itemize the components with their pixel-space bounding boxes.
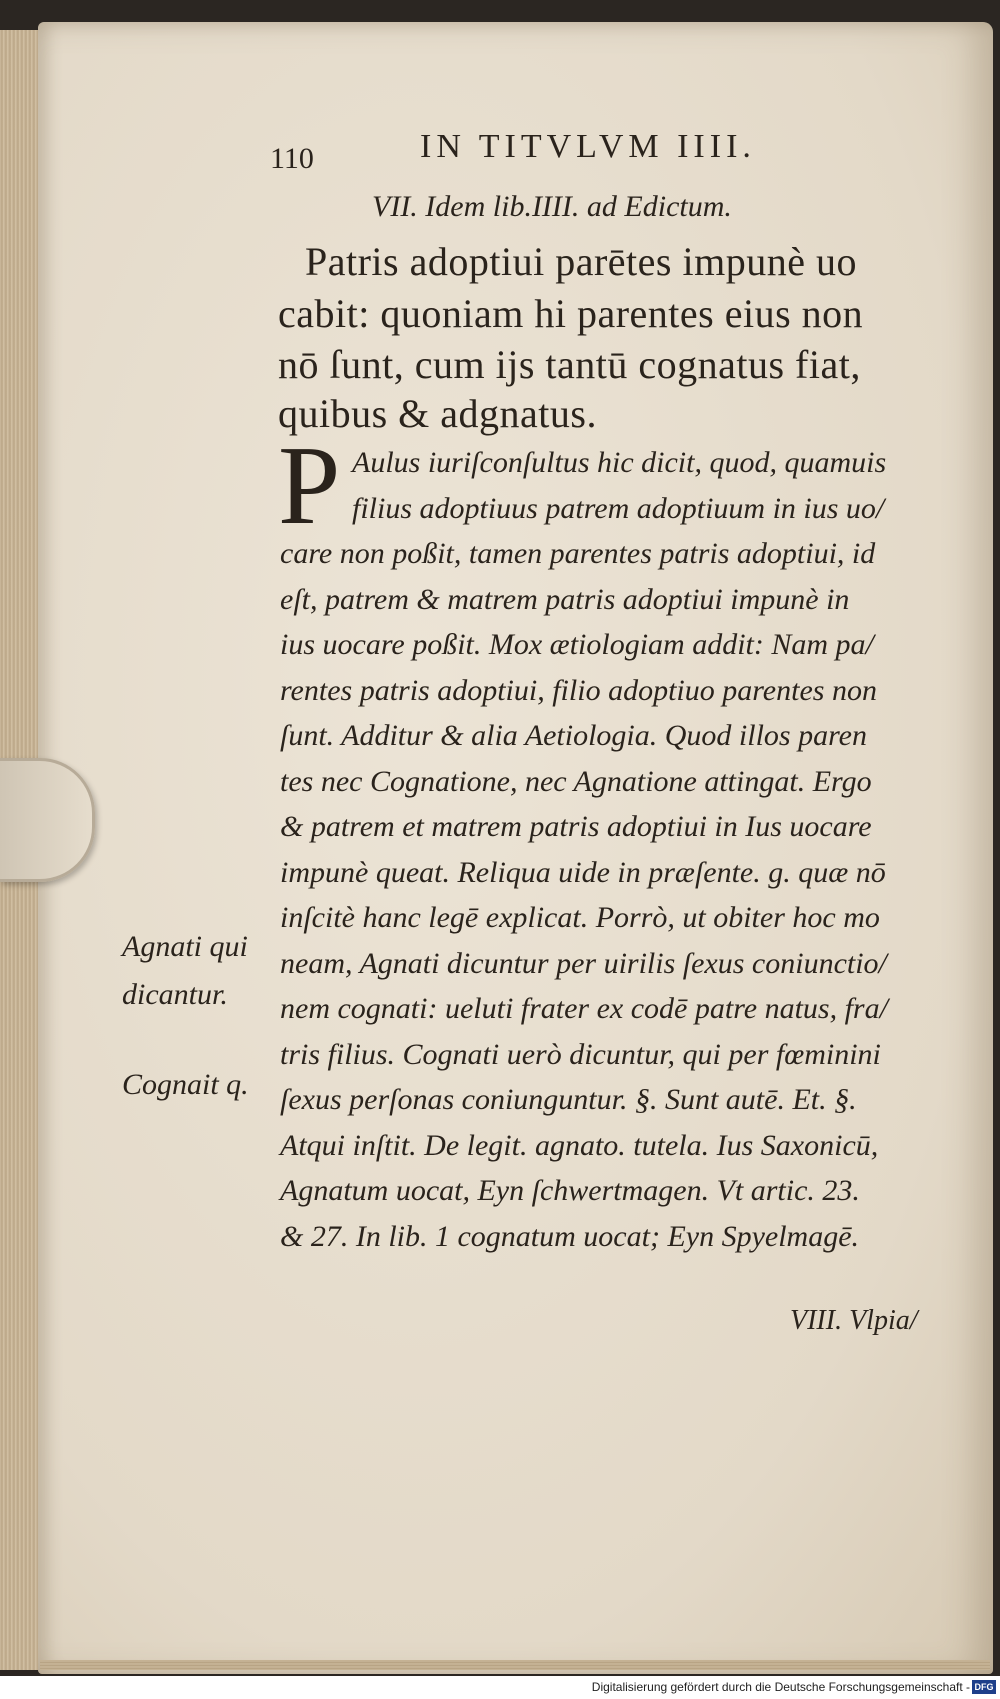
commentary-line: eſt, patrem & matrem patris adoptiui impunè in: [280, 582, 850, 616]
commentary-line: Agnatum uocat, Eyn ſchwertmagen. Vt artic. 23.: [280, 1174, 860, 1207]
commentary-line: tes nec Cognatione, nec Agnatione attingat. Ergo: [280, 764, 872, 798]
commentary-line: impunè queat. Reliqua uide in præſente. g. quæ nō: [280, 855, 886, 889]
commentary-line: care non poßit, tamen parentes patris adoptiui, id: [280, 537, 876, 570]
commentary-line: tris filius. Cognati uerò dicuntur, qui per fœminini: [280, 1037, 881, 1071]
section-heading: VII. Idem lib.IIII. ad Edictum.: [372, 190, 732, 223]
commentary-line: ſunt. Additur & alia Aetiologia. Quod illos paren: [280, 719, 867, 752]
book-bottom-edge: [40, 1660, 990, 1670]
commentary-line: inſcitè hanc legē explicat. Porrò, ut obiter hoc mo: [280, 901, 880, 934]
law-text-line: cabit: quoniam hi parentes eius non: [278, 291, 864, 336]
law-text-line: quibus & adgnatus.: [278, 391, 597, 436]
commentary-line: ſexus perſonas coniunguntur. §. Sunt autē. Et. §.: [280, 1083, 857, 1116]
commentary-line: ius uocare poßit. Mox ætiologiam addit: Nam pa/: [280, 628, 874, 661]
commentary-line: filius adoptiuus patrem adoptiuum in ius uo/: [352, 491, 885, 525]
law-text-line: Patris adoptiui parētes impunè uo: [305, 239, 857, 284]
commentary-line: & 27. In lib. 1 cognatum uocat; Eyn Spyelmagē.: [280, 1219, 860, 1253]
commentary-line: Aulus iuriſconſultus hic dicit, quod, quamuis: [352, 446, 887, 479]
catchword: VIII. Vlpia/: [790, 1305, 918, 1336]
margin-note: Cognait q.: [122, 1068, 249, 1101]
commentary-line: rentes patris adoptiui, filio adoptiuo parentes non: [280, 673, 877, 707]
drop-cap: P: [278, 424, 341, 548]
margin-note: dicantur.: [122, 978, 228, 1011]
commentary-line: Atqui inſtit. De legit. agnato. tutela. Ius Saxonicū,: [280, 1128, 879, 1162]
commentary-line: nem cognati: ueluti frater ex codē patre natus, fra/: [280, 992, 888, 1025]
digitization-credit: Digitalisierung gefördert durch die Deutsche Forschungsgemeinschaft -: [591, 1680, 970, 1694]
commentary-line: & patrem et matrem patris adoptiui in Ius uocare: [280, 810, 872, 843]
page-number: 110: [270, 142, 314, 175]
dfg-logo-icon: DFG: [972, 1680, 996, 1694]
law-text-line: nō ſunt, cum ijs tantū cognatus fiat,: [278, 342, 861, 387]
commentary-block: [280, 440, 960, 1259]
page-clip: [0, 758, 95, 882]
margin-note: Agnati qui: [122, 930, 248, 963]
commentary-line: neam, Agnati dicuntur per uirilis ſexus coniunctio/: [280, 946, 887, 980]
running-head: IN TITVLVM IIII.: [420, 128, 756, 165]
